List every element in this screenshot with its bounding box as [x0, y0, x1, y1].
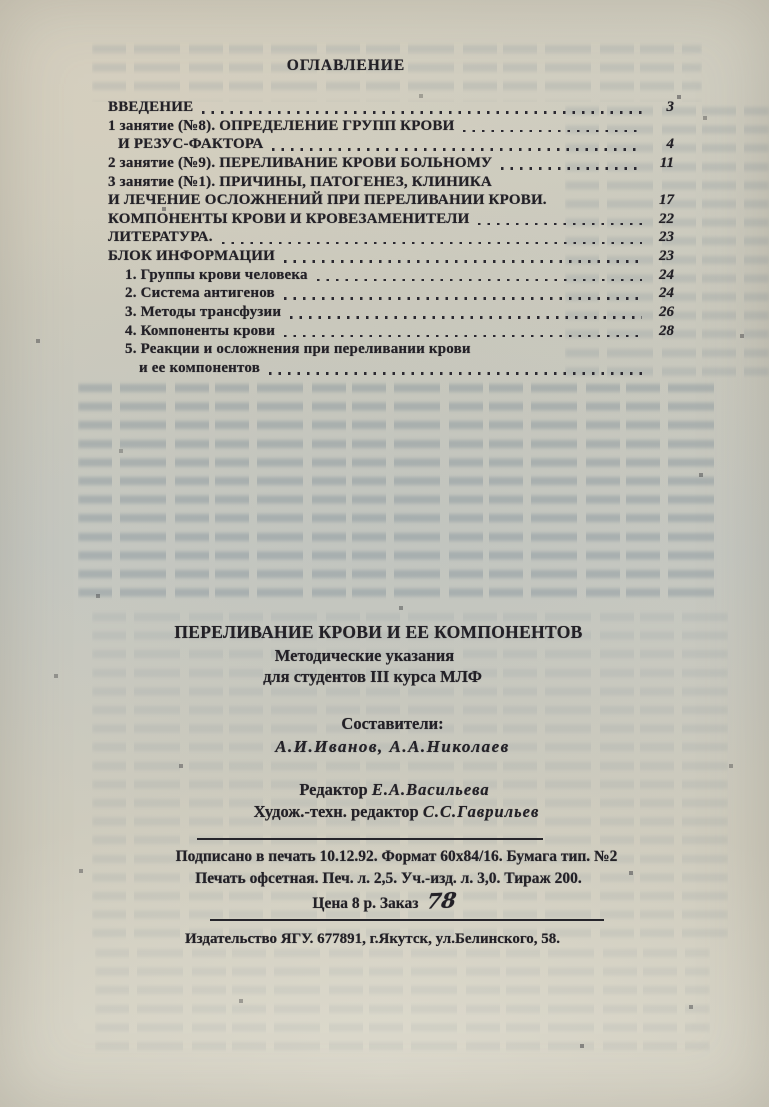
toc-entry: [108, 136, 674, 155]
toc-dot-leader: [222, 242, 642, 245]
book-title: ПЕРЕЛИВАНИЕ КРОВИ И ЕЕ КОМПОНЕНТОВ: [174, 622, 583, 642]
editor-name: Е.А.Васильева: [371, 780, 490, 799]
toc-entry-label: КОМПОНЕНТЫ КРОВИ И КРОВЕЗАМЕНИТЕЛИ: [108, 210, 470, 227]
book-subtitle: Методические указания: [274, 646, 455, 665]
tech-editor-name: С.С.Гаврильев: [422, 802, 540, 821]
toc-page-number: 24: [659, 285, 674, 302]
toc-entry: [108, 285, 674, 304]
imprint-line-1: Подписано в печать 10.12.92. Формат 60х84/16. Бумага тип. №2: [175, 848, 618, 865]
publisher-address: Издательство ЯГУ. 677891, г.Якутск, ул.Белинского, 58.: [184, 931, 561, 947]
toc-dot-leader: [272, 148, 642, 151]
toc-entry-label: 2 занятие (№9). ПЕРЕЛИВАНИЕ КРОВИ БОЛЬНОМУ: [108, 154, 493, 171]
toc-page-number: 26: [659, 304, 674, 321]
toc-entry-label: 1. Группы крови человека: [125, 266, 308, 283]
toc-entry-label: 3 занятие (№1). ПРИЧИНЫ, ПАТОГЕНЕЗ, КЛИНИКА: [108, 173, 492, 190]
table-of-contents: [108, 99, 674, 379]
toc-dot-leader: [478, 223, 642, 226]
toc-dot-leader: [202, 111, 642, 114]
toc-entry: [108, 304, 674, 323]
toc-page-number: 23: [659, 248, 674, 265]
toc-dot-leader: [290, 316, 642, 319]
toc-entry: [108, 360, 674, 379]
toc-page-number: 11: [659, 154, 674, 171]
toc-dot-leader: [284, 260, 642, 263]
price-order-label: Цена 8 р. Заказ: [312, 895, 419, 912]
toc-entry-label: 1 занятие (№8). ОПРЕДЕЛЕНИЕ ГРУПП КРОВИ: [108, 117, 455, 134]
tech-editor-label: Худож.-техн. редактор: [253, 802, 419, 821]
divider-rule-bottom: [210, 919, 604, 921]
toc-entry-label: 2. Система антигенов: [125, 285, 275, 302]
toc-dot-leader: [269, 372, 642, 375]
compilers-names: А.И.Иванов, А.А.Николаев: [275, 737, 510, 756]
book-audience: для студентов III курса МЛФ: [263, 667, 482, 686]
toc-entry-label: И ЛЕЧЕНИЕ ОСЛОЖНЕНИЙ ПРИ ПЕРЕЛИВАНИИ КРОВИ.: [108, 192, 547, 209]
tech-editor-line: [22, 802, 769, 822]
toc-entry-label: БЛОК ИНФОРМАЦИИ: [108, 248, 275, 265]
toc-page-number: 22: [659, 210, 674, 227]
toc-entry: [108, 341, 674, 360]
toc-entry: [108, 248, 674, 267]
toc-dot-leader: [284, 297, 642, 300]
toc-page-number: 23: [659, 229, 674, 246]
toc-entry: [108, 192, 674, 211]
paper-speckles: [0, 0, 2, 2]
toc-dot-leader: [284, 335, 642, 338]
toc-entry-label: И РЕЗУС-ФАКТОРА: [118, 136, 264, 153]
price-order-line: [10, 887, 759, 914]
toc-entry-label: и ее компонентов: [139, 359, 261, 376]
toc-dot-leader: [317, 279, 642, 282]
compilers-label: Составители:: [341, 714, 444, 733]
toc-entry-label: 5. Реакции и осложнения при переливании крови: [125, 341, 471, 358]
editor-label: Редактор: [299, 780, 368, 799]
toc-entry: [108, 211, 674, 230]
toc-entry-label: ВВЕДЕНИЕ: [108, 99, 194, 115]
toc-entry-label: 4. Компоненты крови: [125, 322, 276, 339]
toc-dot-leader: [501, 167, 642, 170]
toc-entry: [108, 174, 674, 193]
toc-entry: [108, 229, 674, 248]
handwritten-order-number: 78: [425, 887, 459, 914]
toc-page-number: 3: [666, 99, 674, 115]
toc-entry-label: ЛИТЕРАТУРА.: [108, 229, 213, 246]
toc-entry: [108, 323, 674, 342]
toc-entry-label: 3. Методы трансфузии: [125, 304, 282, 321]
toc-heading: ОГЛАВЛЕНИЕ: [286, 57, 406, 74]
toc-entry: [108, 155, 674, 174]
toc-dot-leader: [463, 130, 642, 133]
bleed-through-text-middle: [78, 379, 718, 607]
bleed-through-text-bottom: [95, 944, 710, 1056]
divider-rule-top: [197, 838, 543, 840]
toc-entry: [108, 99, 674, 118]
imprint-line-2: Печать офсетная. Печ. л. 2,5. Уч.-изд. л. 3,0. Тираж 200.: [195, 870, 582, 887]
toc-page-number: 4: [666, 136, 674, 153]
toc-page-number: 28: [659, 322, 674, 339]
toc-entry: [108, 267, 674, 286]
toc-entry: [108, 118, 674, 137]
editor-line: [20, 780, 769, 800]
toc-page-number: 24: [659, 266, 674, 283]
toc-page-number: 17: [659, 192, 674, 209]
